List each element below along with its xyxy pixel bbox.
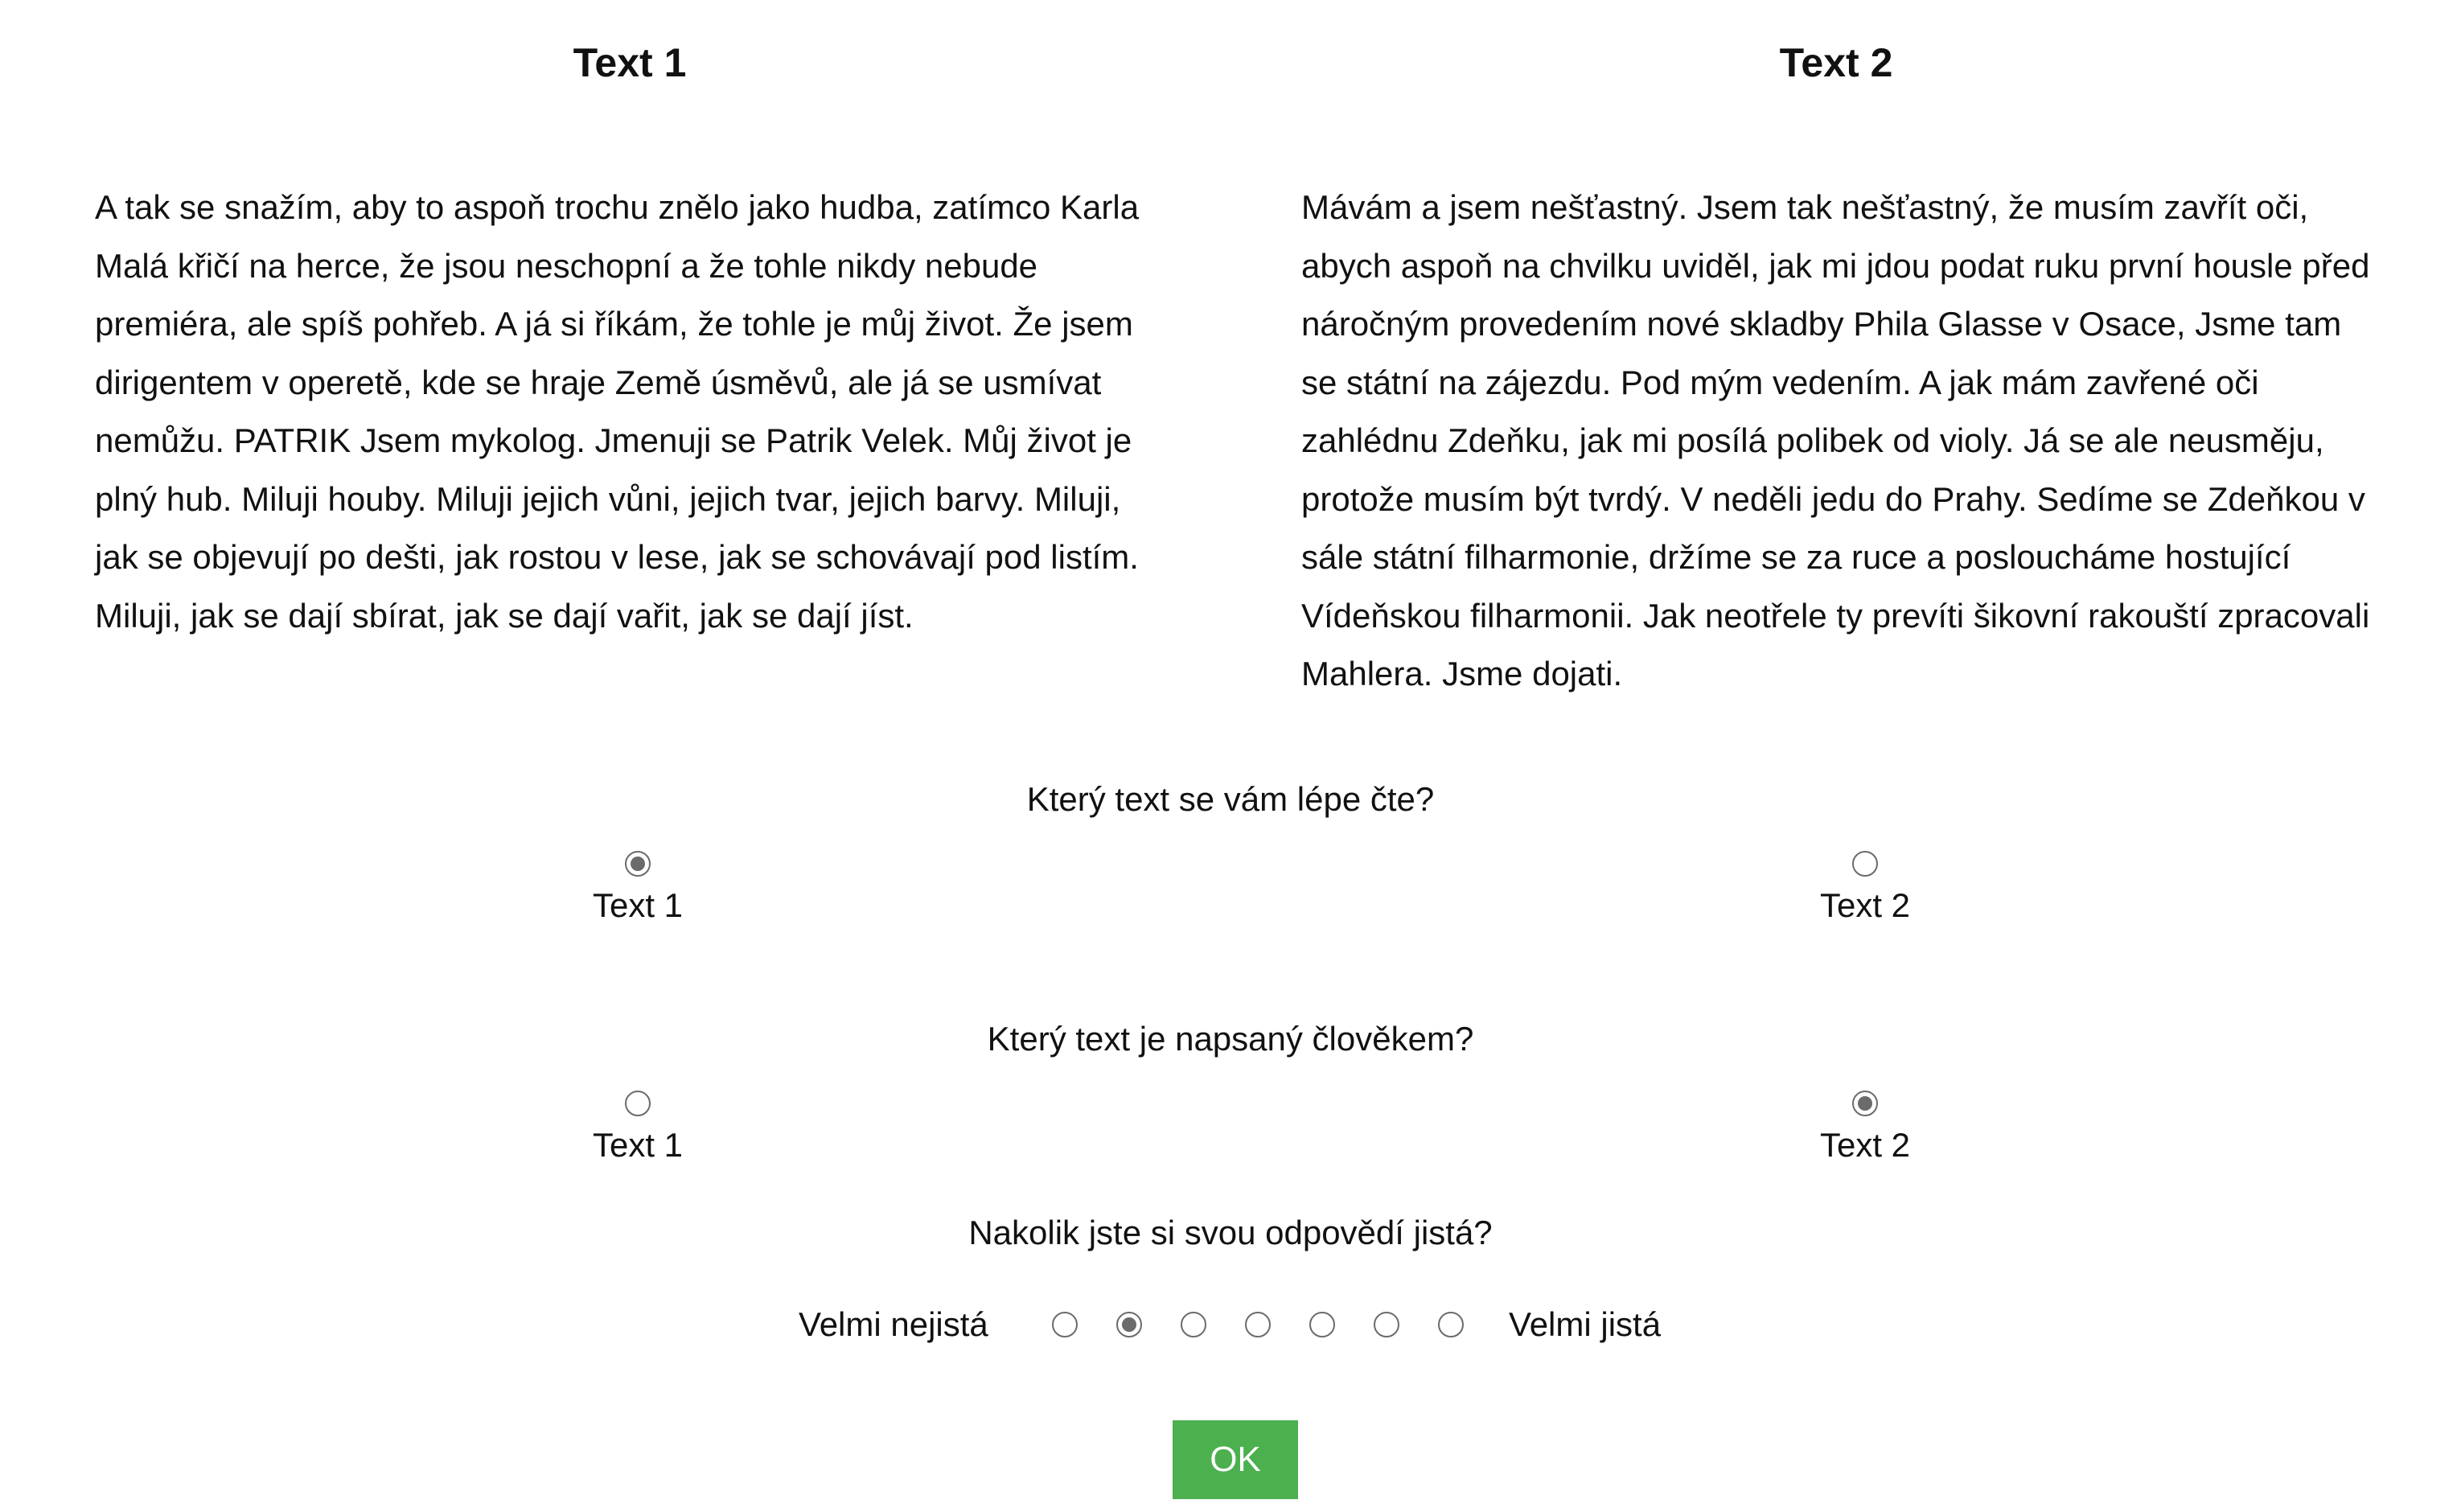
confidence-radio-6[interactable] [1374, 1312, 1399, 1337]
confidence-radio-4[interactable] [1245, 1312, 1271, 1337]
text-1-title: Text 1 [573, 40, 687, 85]
confidence-radio-5[interactable] [1309, 1312, 1335, 1337]
human-radio-text-2[interactable] [1852, 1091, 1878, 1116]
readability-option-text-1-label: Text 1 [592, 886, 684, 924]
human-option-text-2[interactable] [1744, 1091, 1986, 1168]
readability-radio-text-1[interactable] [625, 851, 651, 877]
human-option-text-1-label: Text 1 [592, 1126, 684, 1164]
text-1-body: A tak se snažím, aby to aspoň trochu znělo jako hudba, zatímco Karla Malá křičí na herce, že jsou neschopní a že tohle nikdy nebude premiéra, ale spíš pohřeb. A já si říkám, že tohle je můj život. Že jsem dirigentem v operetě, kde se hraje Země úsměvů, ale já se usmívat nemůžu. PATRIK Jsem mykolog. Jmenuji se Patrik Velek. Můj život je plný hub. Miluji houby. Miluji jejich vůni, jejich tvar, jejich barvy. Miluji, jak se objevují po dešti, jak rostou v lese, jak se schovávají pod listím. Miluji, jak se dají sbírat, jak se dají vařit, jak se dají jíst. [95, 188, 1140, 635]
readability-option-text-2[interactable] [1744, 851, 1986, 928]
readability-radio-text-2[interactable] [1852, 851, 1878, 877]
readability-question: Který text se vám lépe čte? [1026, 780, 1435, 818]
confidence-radio-3[interactable] [1181, 1312, 1206, 1337]
confidence-radio-7[interactable] [1438, 1312, 1464, 1337]
text-2-body: Mávám a jsem nešťastný. Jsem tak nešťastný, že musím zavřít oči, abych aspoň na chvilku uviděl, jak mi jdou podat ruku první housle před náročným provedením nové skladby Phila Glasse v Osace, Jsme tam se státní na zájezdu. Pod mým vedením. A jak mám zavřené oči zahlédnu Zdeňku, jak mi posílá polibek od violy. Já se ale neusměju, protože musím být tvrdý. V neděli jedu do Prahy. Sedíme se Zdeňkou v sále státní filharmonie, držíme se za ruce a posloucháme hostující Vídeňskou filharmonii. Jak neotřele ty prevíti šikovní rakouští zpracovali Mahlera. Jsme dojati. [1301, 188, 2370, 692]
readability-option-text-2-label: Text 2 [1819, 886, 1911, 924]
confidence-low-label: Velmi nejistá [799, 1305, 988, 1343]
ok-button[interactable]: OK [1173, 1420, 1298, 1499]
confidence-scale [0, 1296, 2461, 1353]
human-radio-text-1[interactable] [625, 1091, 651, 1116]
confidence-question: Nakolik jste si svou odpovědí jistá? [968, 1214, 1493, 1251]
human-option-text-1[interactable] [517, 1091, 758, 1168]
text-2-title: Text 2 [1779, 40, 1893, 85]
confidence-high-label: Velmi jistá [1509, 1305, 1662, 1343]
confidence-radio-1[interactable] [1052, 1312, 1078, 1337]
human-question: Který text je napsaný člověkem? [987, 1020, 1474, 1058]
human-option-text-2-label: Text 2 [1819, 1126, 1911, 1164]
readability-option-text-1[interactable] [517, 851, 758, 928]
confidence-radio-2[interactable] [1116, 1312, 1142, 1337]
